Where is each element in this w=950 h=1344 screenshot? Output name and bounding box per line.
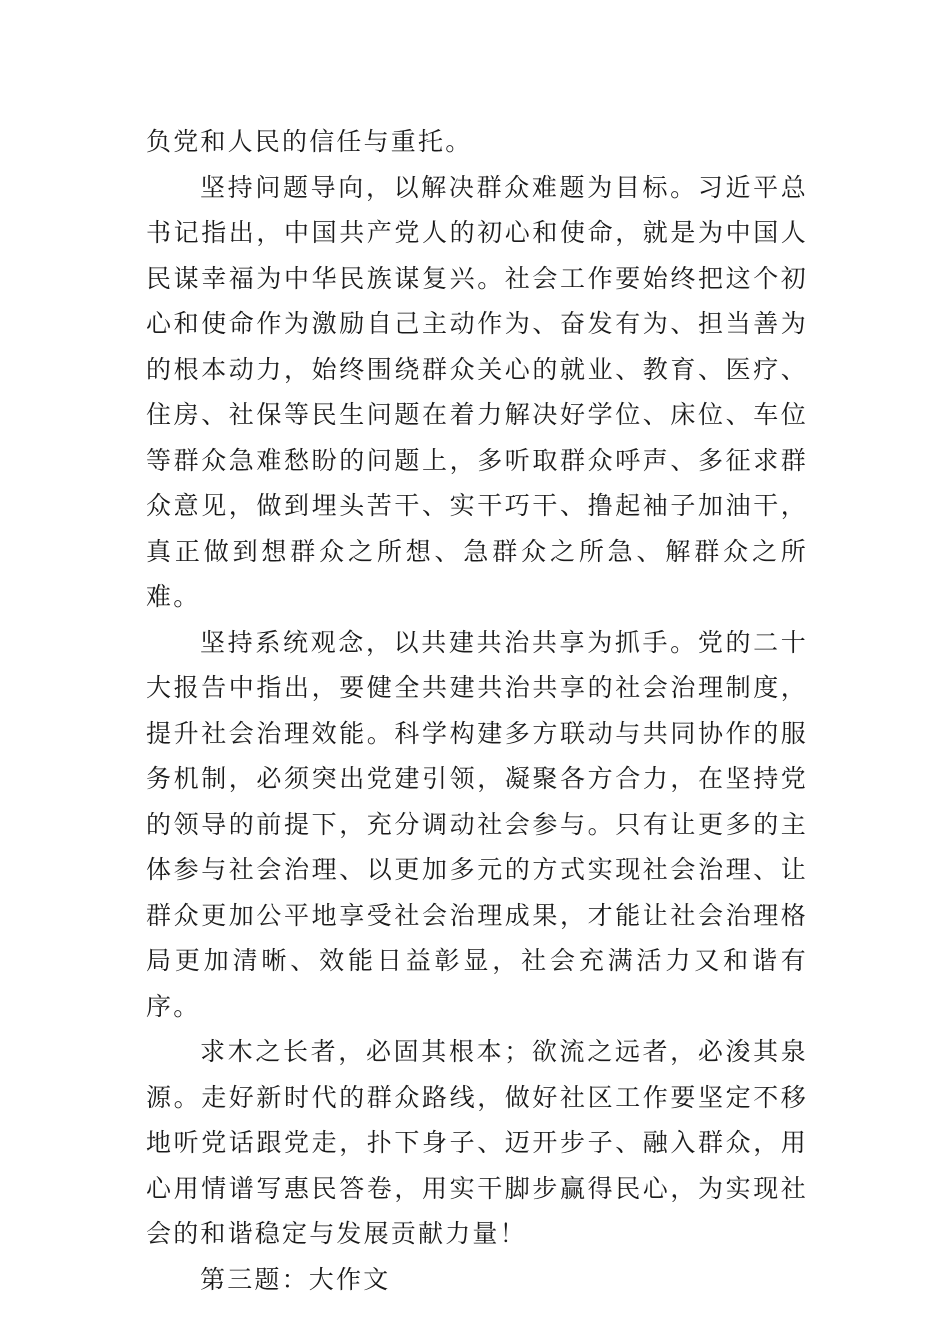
document-body [146,119,808,1302]
paragraph-conclusion: 求木之长者，必固其根本；欲流之远者，必浚其泉源。走好新时代的群众路线，做好社区工作要坚定不移地听党话跟党走，扑下身子、迈开步子、融入群众，用心用情谱写惠民答卷，用实干脚步赢得民心，为实现社会的和谐稳定与发展贡献力量！ [146,1037,808,1248]
paragraph-continuation: 负党和人民的信任与重托。 [146,127,473,156]
paragraph-system-concept: 坚持系统观念，以共建共治共享为抓手。党的二十大报告中指出，要健全共建共治共享的社会治理制度，提升社会治理效能。科学构建多方联动与共同协作的服务机制，必须突出党建引领，凝聚各方合力，在坚持党的领导的前提下，充分调动社会参与。只有让更多的主体参与社会治理、以更加多元的方式实现社会治理、让群众更加公平地享受社会治理成果，才能让社会治理格局更加清晰、效能日益彰显，社会充满活力又和谐有序。 [146,627,808,1021]
section-heading-third-question: 第三题：大作文 [200,1264,391,1294]
paragraph-problem-orientation: 坚持问题导向，以解决群众难题为目标。习近平总书记指出，中国共产党人的初心和使命，就是为中国人民谋幸福为中华民族谋复兴。社会工作要始终把这个初心和使命作为激励自己主动作为、奋发有为、担当善为的根本动力，始终围绕群众关心的就业、教育、医疗、住房、社保等民生问题在着力解决好学位、床位、车位等群众急难愁盼的问题上，多听取群众呼声、多征求群众意见，做到埋头苦干、实干巧干、撸起袖子加油干，真正做到想群众之所想、急群众之所急、解群众之所难。 [146,172,808,611]
